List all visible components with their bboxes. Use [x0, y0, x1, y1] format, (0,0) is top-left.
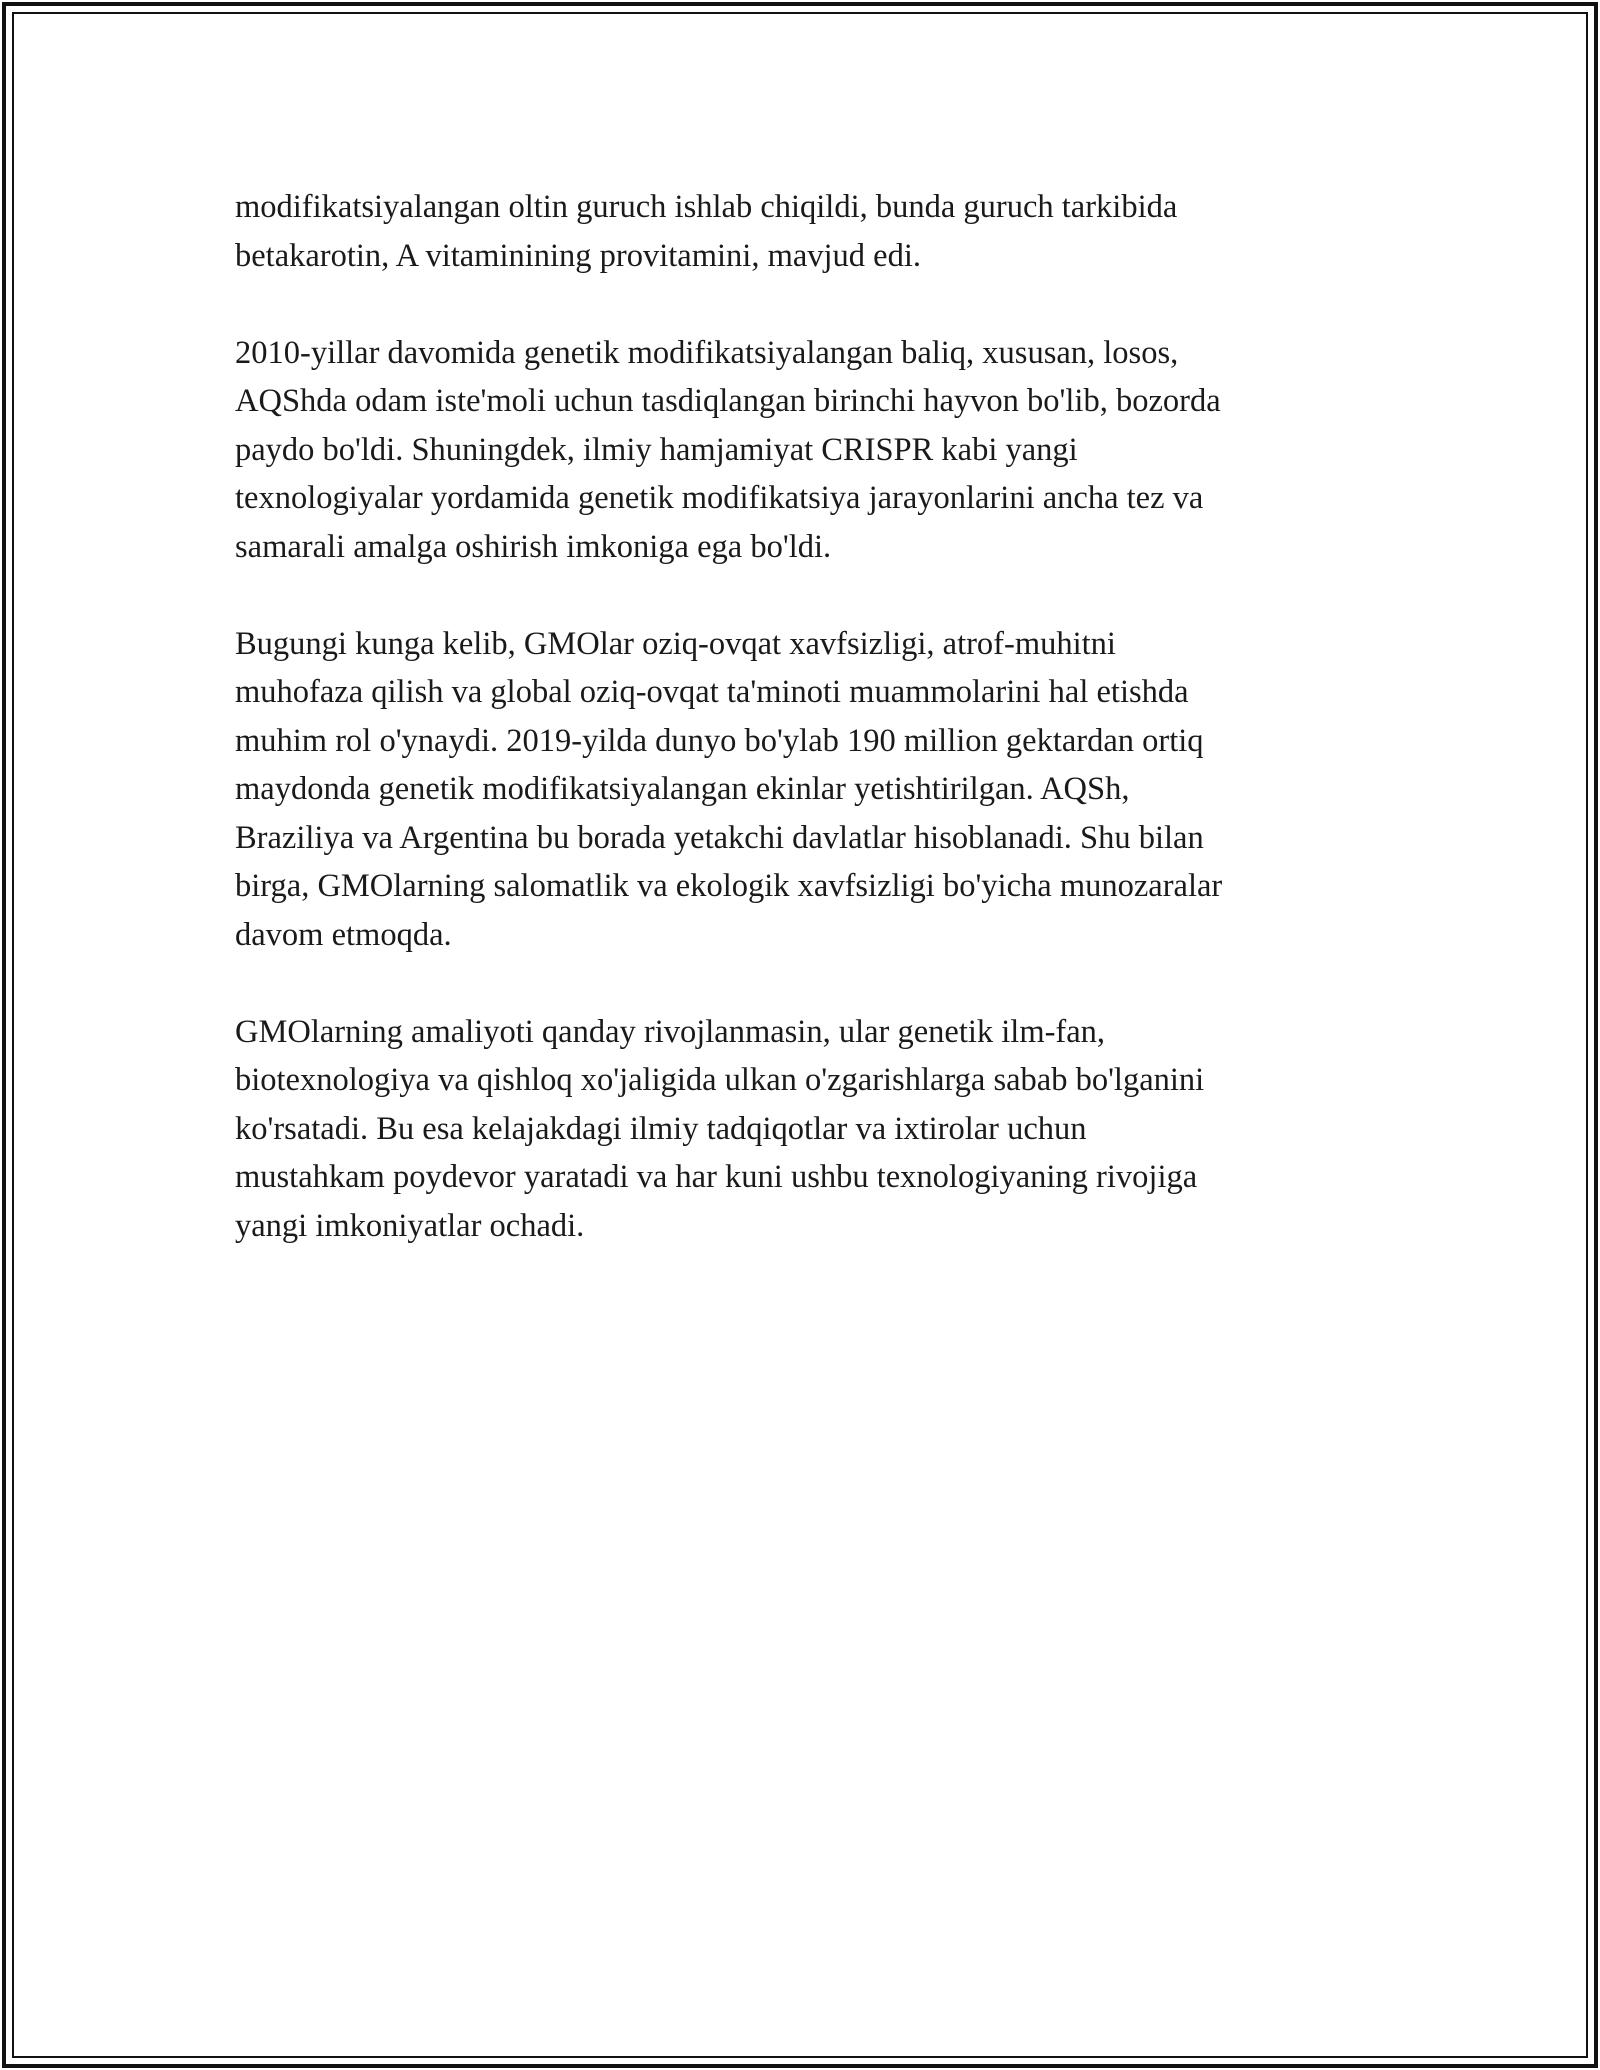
paragraph-conclusion: GMOlarning amaliyoti qanday rivojlanmasin, ular genetik ilm-fan, biotexnologiya va qishloq xo'jaligida ulkan o'zgarishlarga sabab bo'lganini ko'rsatadi. Bu esa kelajakdagi ilmiy tadqiqotlar va ixtirolar uchun mustahkam poydevor yaratadi va har kuni ushbu texnologiyaning rivojiga yangi imkoniyatlar ochadi.	[235, 1013, 1205, 1244]
paragraph-gm-salmon-crispr: 2010-yillar davomida genetik modifikatsiyalangan baliq, xususan, losos, AQShda odam iste'moli uchun tasdiqlangan birinchi hayvon bo'lib, bozorda paydo bo'ldi. Shuningdek, ilmiy hamjamiyat CRISPR kabi yangi texnologiyalar yordamida genetik modifikatsiya jarayonlarini ancha tez va samarali amalga oshirish imkoniga ega bo'ldi.	[235, 334, 1221, 565]
paragraph-gmo-today: Bugungi kunga kelib, GMOlar oziq-ovqat xavfsizligi, atrof-muhitni muhofaza qilish va global oziq-ovqat ta'minoti muammolarini hal etishda muhim rol o'ynaydi. 2019-yilda dunyo bo'ylab 190 million gektardan ortiq maydonda genetik modifikatsiyalangan ekinlar yetishtirilgan. AQSh, Braziliya va Argentina bu borada yetakchi davlatlar hisoblanadi. Shu bilan birga, GMOlarning salomatlik va ekologik xavfsizligi bo'yicha munozaralar davom etmoqda.	[235, 625, 1223, 953]
document-body	[235, 183, 1375, 1299]
paragraph-golden-rice: modifikatsiyalangan oltin guruch ishlab chiqildi, bunda guruch tarkibida betakarotin, A vitaminining provitamini, mavjud edi.	[235, 189, 1178, 274]
